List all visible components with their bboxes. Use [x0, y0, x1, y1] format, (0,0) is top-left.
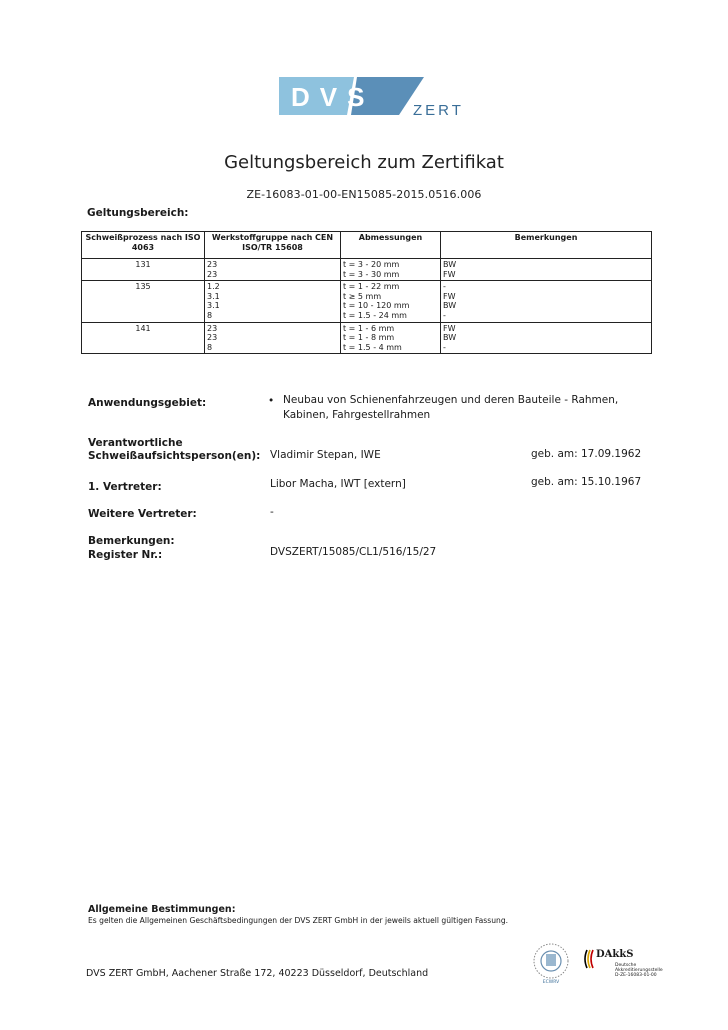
material-cell: [205, 281, 341, 322]
remark-value: BW: [443, 333, 457, 343]
remark-value: FW: [443, 291, 456, 301]
dimension-value: t = 3 - 20 mm: [343, 260, 400, 269]
dimension-value: t ≥ 5 mm: [343, 291, 382, 301]
dakks-line-3: D-ZE-16083-01-00: [615, 973, 657, 978]
material-cell: [205, 259, 341, 281]
deputy-label: 1. Vertreter:: [88, 481, 162, 493]
company-address: DVS ZERT GmbH, Aachener Straße 172, 40223 Düsseldorf, Deutschland: [86, 968, 429, 979]
dimension-cell: [341, 259, 441, 281]
process-cell: 141: [82, 322, 205, 354]
further-deputies-label: Weitere Vertreter:: [88, 508, 197, 520]
table-header-row: [82, 232, 652, 259]
supervisor-birthdate: geb. am: 17.09.1962: [531, 448, 642, 460]
terms-heading: Allgemeine Bestimmungen:: [88, 904, 236, 915]
supervisor-label-line-1: Verantwortliche: [88, 437, 183, 449]
material-value: 3.1: [207, 291, 220, 301]
dimension-cell: [341, 322, 441, 354]
remark-cell: [441, 259, 652, 281]
dimension-value: t = 1.5 - 4 mm: [343, 342, 402, 352]
remark-value: FW: [443, 323, 456, 333]
seal-text: ECWRV: [542, 980, 560, 985]
dimension-value: t = 1 - 22 mm: [343, 282, 400, 292]
supervisor-label-line-2: Schweißaufsichtsperson(en):: [88, 450, 261, 462]
header-dimensions: Abmessungen: [341, 232, 441, 259]
remark-value: -: [443, 282, 446, 292]
application-bullet: •: [268, 395, 275, 407]
application-label: Anwendungsgebiet:: [88, 397, 207, 409]
dimension-cell: [341, 281, 441, 322]
dimension-value: t = 3 - 30 mm: [343, 269, 400, 279]
table-row: [82, 281, 652, 322]
material-value: 23: [207, 269, 218, 279]
scope-heading: Geltungsbereich:: [87, 207, 189, 219]
table-row: [82, 259, 652, 281]
header-process: Schweißprozess nach ISO 4063: [82, 232, 205, 259]
process-cell: 131: [82, 259, 205, 281]
header-material: Werkstoffgruppe nach CEN ISO/TR 15608: [205, 232, 341, 259]
remark-value: FW: [443, 269, 456, 279]
remark-cell: [441, 322, 652, 354]
register-number: DVSZERT/15085/CL1/516/15/27: [270, 546, 437, 558]
table-row: [82, 322, 652, 354]
terms-text: Es gelten die Allgemeinen Geschäftsbedingungen der DVS ZERT GmbH in der jeweils aktuell gültigen Fassung.: [88, 916, 509, 925]
material-value: 23: [207, 333, 218, 343]
scope-table: [81, 231, 652, 354]
dimension-value: t = 1.5 - 24 mm: [343, 310, 407, 320]
register-label: Register Nr.:: [88, 549, 163, 561]
deputy-name: Libor Macha, IWT [extern]: [270, 478, 406, 490]
material-value: 23: [207, 323, 218, 333]
remark-cell: [441, 281, 652, 322]
material-value: 3.1: [207, 301, 220, 311]
dimension-value: t = 1 - 6 mm: [343, 323, 395, 333]
material-value: 1.2: [207, 282, 220, 292]
remarks-label: Bemerkungen:: [88, 535, 175, 547]
ecwrv-seal-icon: [531, 941, 571, 985]
deputy-birthdate: geb. am: 15.10.1967: [531, 476, 642, 488]
material-value: 8: [207, 342, 213, 352]
logo-dvs-text: DVS: [291, 82, 375, 112]
supervisor-name: Vladimir Stepan, IWE: [270, 449, 381, 461]
dimension-value: t = 1 - 8 mm: [343, 333, 395, 343]
further-deputies-value: -: [270, 506, 274, 518]
material-cell: [205, 322, 341, 354]
material-value: 23: [207, 260, 218, 269]
dimension-value: t = 10 - 120 mm: [343, 301, 410, 311]
certificate-number: ZE-16083-01-00-EN15085-2015.0516.006: [246, 188, 482, 201]
application-line-1: Neubau von Schienenfahrzeugen und deren Bauteile - Rahmen,: [283, 394, 619, 406]
dakks-name: DAkkS: [596, 949, 634, 960]
remark-value: -: [443, 310, 446, 320]
dakks-line-1: Deutsche: [615, 963, 637, 968]
dvs-zert-logo: [279, 74, 469, 122]
material-value: 8: [207, 310, 213, 320]
process-cell: 135: [82, 281, 205, 322]
application-line-2: Kabinen, Fahrgestellrahmen: [283, 409, 431, 421]
dakks-line-2: Akkreditierungsstelle: [615, 968, 663, 973]
remark-value: -: [443, 342, 446, 352]
remark-value: BW: [443, 301, 457, 311]
page-title: Geltungsbereich zum Zertifikat: [224, 152, 504, 173]
logo-zert-text: ZERT: [413, 102, 464, 119]
dakks-mark-icon: [583, 949, 595, 969]
header-remarks: Bemerkungen: [441, 232, 652, 259]
remark-value: BW: [443, 260, 457, 269]
dakks-logo: [583, 947, 663, 983]
